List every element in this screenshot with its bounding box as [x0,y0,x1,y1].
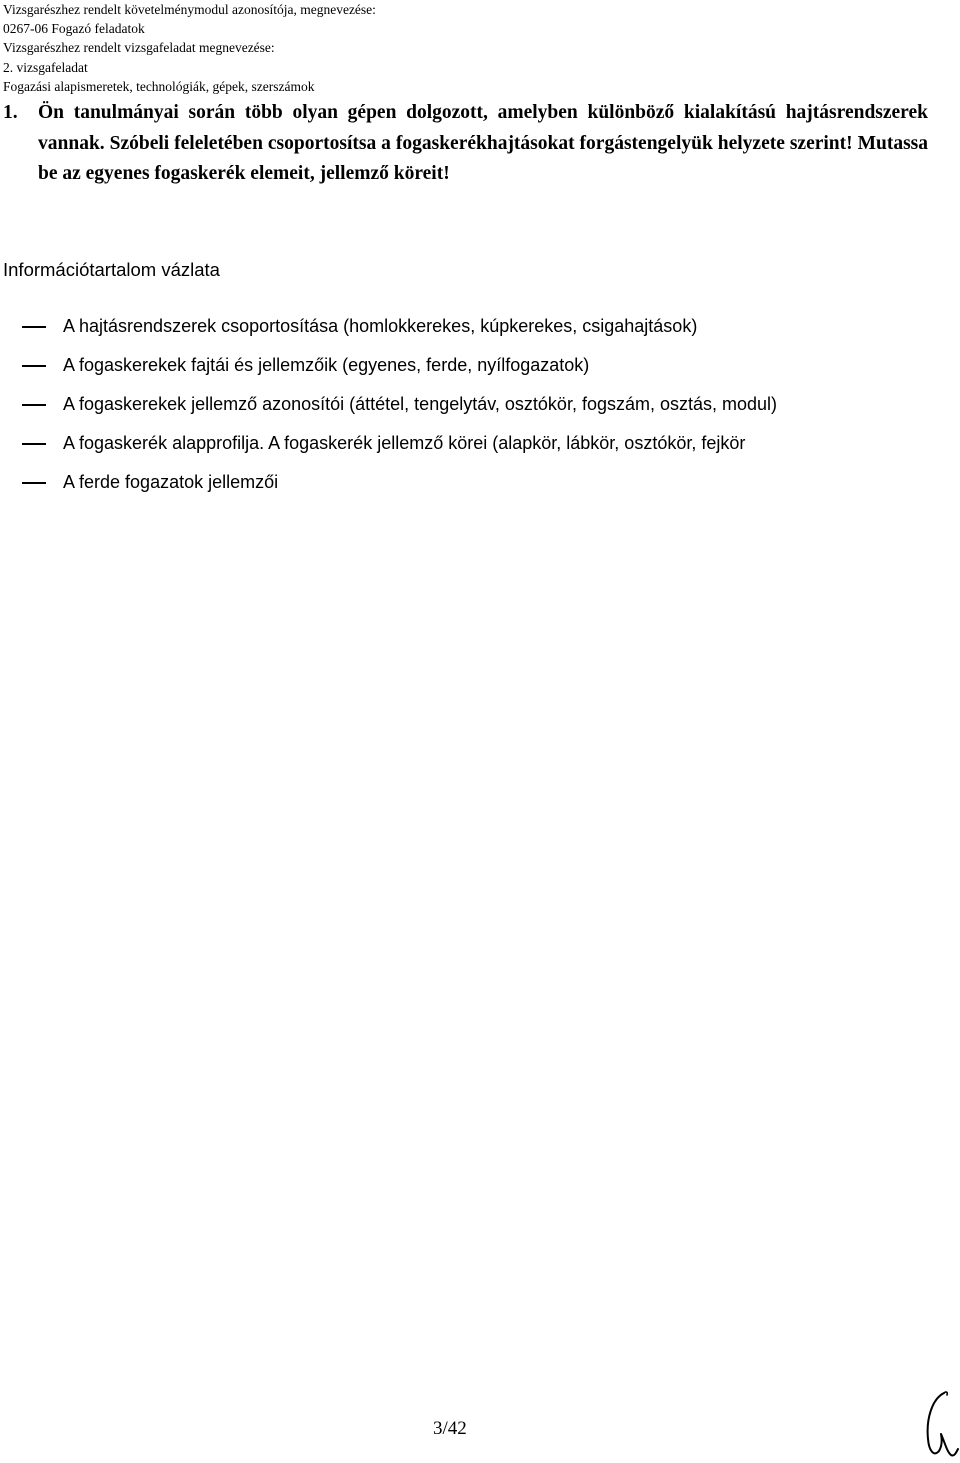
list-item-text: A ferde fogazatok jellemzői [63,472,279,492]
handwritten-signature-icon [918,1385,960,1463]
list-item-text: A fogaskerék alapprofilja. A fogaskerék jellemző körei (alapkör, lábkör, osztókör, fejkör [63,433,746,453]
header-task-label: Vizsgarészhez rendelt vizsgafeladat megnevezése: [3,40,275,56]
document-header [3,0,376,96]
header-module-value: 0267-06 Fogazó feladatok [3,21,145,37]
header-task-title: Fogazási alapismeretek, technológiák, gépek, szerszámok [3,78,315,94]
dash-bullet-icon [22,482,46,484]
header-module-label: Vizsgarészhez rendelt követelménymodul azonosítója, megnevezése: [3,2,376,17]
question-block [3,98,928,190]
dash-bullet-icon [22,404,46,406]
question-text: Ön tanulmányai során több olyan gépen dolgozott, amelyben különböző kialakítású hajtásrendszerek vannak. Szóbeli feleletében csoportosítsa a fogaskerékhajtásokat forgástengelyük helyzete szerint! Mutassa be az egyenes fogaskerék elemeit, jellemző köreit! [38,102,928,185]
dash-bullet-icon [22,443,46,445]
dash-bullet-icon [22,365,46,367]
question-number: 1. [3,102,18,123]
list-item-text: A fogaskerekek fajtái és jellemzőik (egyenes, ferde, nyílfogazatok) [63,355,590,375]
list-item-text: A fogaskerekek jellemző azonosítói (áttétel, tengelytáv, osztókör, fogszám, osztás, modul) [63,394,778,414]
header-task-number: 2. vizsgafeladat [3,59,88,75]
list-item-text: A hajtásrendszerek csoportosítása (homlokkerekes, kúpkerekes, csigahajtások) [63,316,698,336]
dash-bullet-icon [22,326,46,328]
page-number: 3/42 [433,1418,467,1439]
section-title: Információtartalom vázlata [3,259,220,280]
